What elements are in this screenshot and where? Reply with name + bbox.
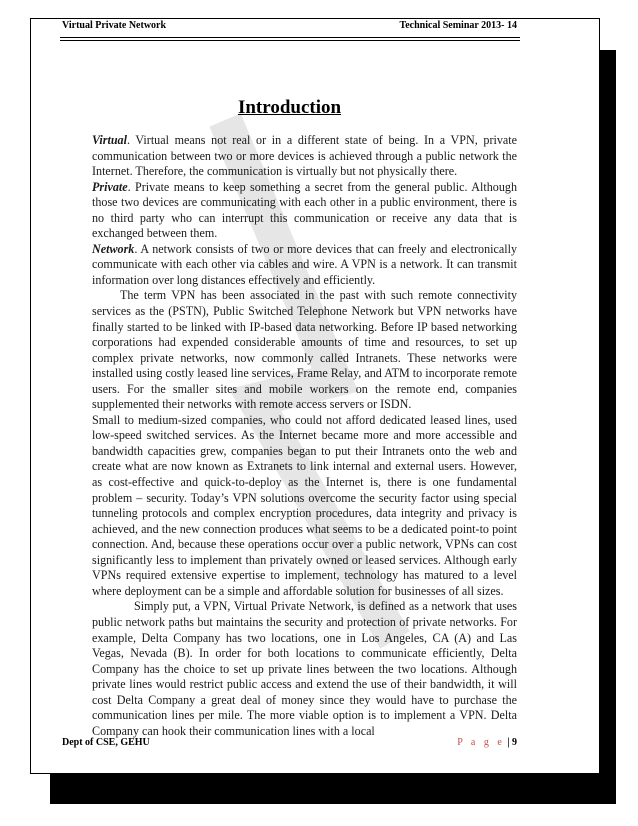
term-virtual: Virtual: [92, 133, 127, 147]
paragraph-network: [92, 242, 517, 289]
paragraph-small-companies: Small to medium-sized companies, who could not afford dedicated leased lines, used low-speed switched services. As the Internet became more and more accessible and bandwidth capacities grew, companies began to put their Intranets onto the web and create what are now known as Extranets to link internal and external users. However, as cost-effective and quick-to-deploy as the Internet is, there is one fundamental problem – security. Today’s VPN solutions overcome the security factor using special tunneling protocols and complex encryption procedures, data integrity and privacy is achieved, and the new connection produces what seems to be a dedicated point-to point connection. And, because these operations occur over a public network, VPNs can cost significantly less to implement than privately owned or leased services. Although early VPNs required extensive expertise to implement, technology has matured to a level where deployment can be a simple and affordable solution for businesses of all sizes.: [92, 412, 517, 598]
header-rule-top: [60, 37, 520, 38]
body-text: [92, 133, 517, 739]
paragraph-network-text: . A network consists of two or more devices that can freely and electronically communicate with each other via cables and wire. A VPN is a network. It can transmit information over long distances effectively and efficiently.: [92, 241, 517, 287]
header-rule-bottom: [60, 40, 520, 41]
page-footer: [62, 735, 517, 749]
page-title: Introduction: [237, 97, 342, 118]
paragraph-vpn-history: The term VPN has been associated in the past with such remote connectivity services as the (PSTN), Public Switched Telephone Network but VPN networks have finally started to be linked with IP-based data networking. Before IP based networking corporations had expended considerable amounts of time and resources, to set up complex private networks, now commonly called Intranets. These networks were installed using costly leased line services, Frame Relay, and ATM to incorporate remote users. For the smaller sites and mobile workers on the remote end, companies supplemented their networks with remote access servers or ISDN.: [92, 288, 517, 412]
term-network: Network: [92, 241, 135, 256]
page-header: [62, 20, 517, 34]
page-shadow-right: [600, 50, 616, 804]
page-shadow-bottom: [50, 774, 616, 804]
footer-page-indicator: [457, 737, 517, 748]
paragraph-virtual-text: . Virtual means not real or in a different state of being. In a VPN, private communication between two or more devices is achieved through a public network the Internet. Therefore, the communication is virtually but not physically there.: [92, 133, 517, 179]
paragraph-simply-put: Simply put, a VPN, Virtual Private Network, is defined as a network that uses public network paths but maintains the security and protection of private networks. For example, Delta Company has two locations, one in Los Angeles, CA (A) and Las Vegas, Nevada (B). In order for both locations to communicate efficiently, Delta Company has the choice to set up private lines between the two locations. Although private lines would restrict public access and extend the use of their bandwidth, it will cost Delta Company a great deal of money since they would have to purchase the communication lines per mile. The more viable option is to implement a VPN. Delta Company can hook their communication lines with a local: [92, 599, 517, 738]
header-right-title: Technical Seminar 2013- 14: [399, 20, 517, 31]
paragraph-private-text: . Private means to keep something a secret from the general public. Although those two devices are communicating with each other in a public environment, there is no third party who can interrupt this communication or receive any data that is exchanged between them.: [92, 179, 517, 241]
footer-separator: |: [507, 736, 510, 748]
footer-page-label: P a g e: [457, 736, 505, 748]
footer-page-number: 9: [512, 736, 517, 748]
footer-department: Dept of CSE, GEHU: [62, 736, 150, 748]
term-private: Private: [92, 179, 128, 194]
paragraph-private: [92, 180, 517, 242]
paragraph-virtual: [92, 133, 517, 180]
header-left-title: Virtual Private Network: [62, 20, 167, 31]
